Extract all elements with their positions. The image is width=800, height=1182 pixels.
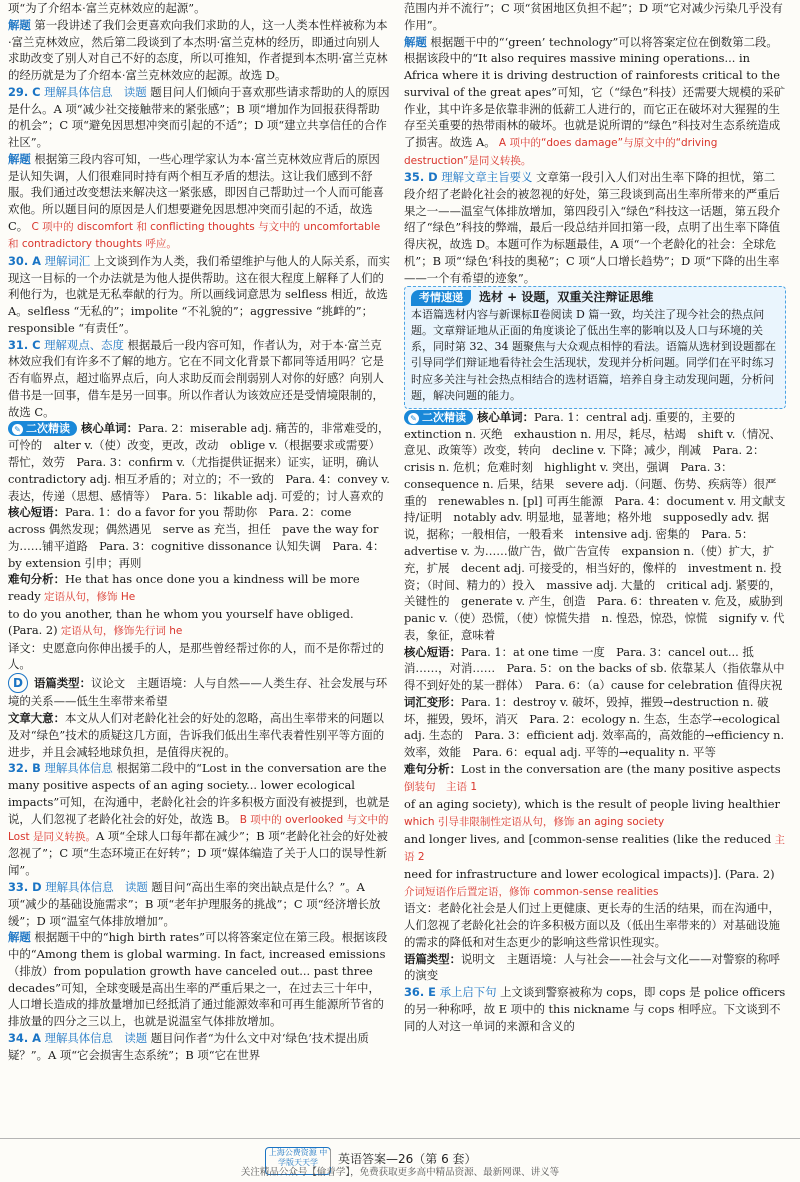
section-label: 核心单词： [81,421,138,436]
section-label: 核心短语： [404,644,461,659]
body-text-2: 本题可作为标题最佳，A 项“一个老龄化的社会：全球危机”；B 项“‘绿色’科技的奥秘”；C 项“人口增长趋势”；D 项“下降的出生率——一个有希望的迹象”。 [404,237,780,285]
passage-letter: D [8,673,28,693]
text-block [404,866,786,901]
question-number: 34. A [8,1030,41,1045]
body-text: 议论文 主题语境：人与自然——人类生存、社会发展与环境的关系——低生生率带来希望 [8,676,388,709]
body-text: 根据题干中的“‘green’ technology”可以将答案定位在倒数第二段。根据该段中的“It also requires massive mining operations... in Africa where it is driving destruction of rainforests critical to the survival of the great apes”可知，它（“绿色”科技）还需要大规模的采矿作业，其中许多是依靠非洲的低薪工人进行的，而它正在破坏对大猩猩的生存至关重要的热带雨林的破坏。也就是说所谓的“绿色”科技对生态系统造成了损害。故选 A。 [404,34,786,150]
solution-label: 解题 [8,17,31,32]
body-text: Para. 2：miserable adj. 痛苦的，非常难受的，可怜的 alter v.（使）改变，更改，改动 oblige v.（根据要求或需要）帮忙，效劳 Para. 3：confirm v.（尤指提供证据来）证实，证明，确认 contradictory adj. 相互矛盾的；对立的；不一致的 Para. 4：convey v. 表达，传递（思想、感情等） Para. 5：likable adj. 可爱的；讨人喜欢的 [8,421,391,503]
section-label: 语篇类型： [34,676,91,691]
annotation: 定语从句，修饰 He [40,591,136,604]
text-block [404,796,786,831]
left-column [8,0,390,1135]
text-block [8,504,390,571]
annotation: C 项中的 discomfort 和 conflicting thoughts 与文中的 uncomfortable 和 contradictory thoughts 呼应。 [8,220,381,251]
body-text: and longer lives, and [common-sense realities (like the reduced [404,831,772,846]
text-block [8,929,390,1030]
body-text: 题目问“高出生率的突出缺点是什么？”。A 项“减少的基础设施需求”；B 项“老年护理服务的挑战”；C 项“经济增长放缓”；D 项“温室气体排放增加”。 [8,879,381,928]
body-text: 本文从人们对老龄化社会的好处的忽略，高出生率带来的问题以及对“绿色”技术的质疑这几方面，告诉我们低出生率代表着性别平等方面的进步，并且会减轻地球负担，是值得庆祝的。 [8,711,385,759]
right-column [404,0,795,1135]
body-text: 根据第三段内容可知，一些心理学家认为本·富兰克林效应背后的原因是认知失调，人们很难同时持有两个相互矛盾的想法。这让我们感到不舒服。我们通过改变想法来解决这一紧张感，即因自己帮助过一个人而可能喜欢他。所以题目问的原因是人们想要避免因思想冲突而引起的不适，故选 C。 [8,151,384,233]
question-type: 理解具体信息 读题 [45,879,148,894]
box-header [411,289,779,307]
body-text: 语文：老龄化社会是人们过上更健康、更长寿的生活的结果，而在沟通中，人们忽视了老龄化社会的许多积极方面以及（低出生率带来的）对基础设施的需求的降低和对生态更少的影响这些常识性现实。 [404,901,780,949]
body-text: 项“为了介绍本·富兰克林效应的起源”。 [8,1,206,15]
text-block [404,951,786,985]
text-block [8,151,390,253]
section-label: 难句分析： [8,572,65,587]
body-text: 根据第二段中的“Lost in the conversation are the many positive aspects of an aging society... lower ecological impacts”可知，在沟通中，老龄化社会的许多积极方面没有被提到，也就是说，人们忽视了老龄化社会的好处，故选 B。 [8,761,390,826]
annotation: 主语 2 [404,833,786,864]
body-text: Para. 1：do a favor for you 帮助你 Para. 2：come across 偶然发现；偶然遇见 serve as 充当，担任 pave the way for 为……铺平道路 Para. 3：cognitive dissonance 认知失调 Para. 4：by extension 引申；再则 [8,505,385,570]
text-block [8,760,390,879]
body-text: Para. 1：central adj. 重要的，主要的 extinction n. 灭绝 exhaustion n. 用尽，耗尽，枯竭 shift v.（情况、意见、政策等）改变，转向 decline v. 下降；减少，削减 Para. 2：crisis n. 危机；危难时刻 highlight v. 突出，强调 Para. 3：consequence n. 后果，结果 severe adj.（问题、伤势、疾病等）很严重的 renewables n. [pl] 可再生能源 Para. 4：document v. 用文献支持/证明 notably adv. 明显地，显著地；格外地 supposedly adv. 据说，据称；一般相信，一般看来 intensive adj. 密集的 Para. 5：advertise v. 为……做广告，做广告宣传 expansion n.（使）扩大，扩充，扩展 decent adj. 可接受的，相当好的，像样的 investment n. 投资；（时间、精力的）投入 massive adj. 大量的 critical adj. 紧要的，关键性的 generate v. 产生，创造 Para. 6：threaten v. 危及，威胁到 panic v.（使）恐慌，（使）惊慌失措 n. 惶恐，惊恐，惊慌 signify v. 代表，象征，意味着 [404,409,795,642]
badge-label: 二次精读 [26,422,70,436]
annotation: 倒装句 主语 1 [404,781,478,794]
section-label: 语篇类型： [404,951,461,966]
text-block [8,879,390,929]
section-label: 文章大意： [8,711,65,726]
text-block [8,606,390,640]
body-text: 题目问人们倾向于喜欢那些请求帮助的人的原因是什么。A 项“减少社交接触带来的紧张感”；B 项“增加作为回报获得帮助的机会”；C 项“避免因思想冲突而引起的不适”；D 项“建立共享信任的合作社区”。 [8,84,390,150]
text-block [404,0,786,34]
body-text: 上文谈到作为人类，我们希望维护与他人的人际关系，而实现这一目标的一个办法就是为他人提供帮助。这在很大程度上解释了人们的利他行为，也就是无私奉献的行为。所以画线词意思为 selfless 相近，故选 A。selfless “无私的”；impolite “不礼貌的”；aggressive “挑衅的”；responsible “有责任”。 [8,253,390,335]
body-text: of an aging society), which is the result of people living healthier [404,796,780,811]
body-text: 文章第一段引入人们对出生率下降的担忧，第二段介绍了老龄化社会的被忽视的好处，第三段谈到高出生率所带来的严重后果之一——温室气体排放增加，第四段引入“绿色”科技这一话题，第五段介绍了“绿色”科技的弊端，最后一段总结并回扣第一段，点明了出生率下降值得庆祝，故选 D。 [404,169,781,252]
footer-note: 关注精品公众号【偷着学】，免费获取更多高中精品资源、最新网课、讲义等 [240,1167,560,1178]
question-type: 理解词汇 [44,253,91,268]
question-number: 29. C [8,84,41,99]
text-block [8,0,390,17]
text-block [8,84,390,151]
reread-badge [8,421,77,436]
text-block [8,253,390,337]
exam-insight-box [404,286,786,409]
text-block [404,169,786,286]
solution-label: 解题 [8,930,31,945]
footer-title: 英语答案—26（第 6 套） [338,1152,477,1166]
question-number: 31. C [8,337,41,352]
box-title-tag: 考情速递 [411,290,471,306]
text-block [404,644,786,694]
annotation: 定语从句，修饰先行词 he [57,625,183,638]
text-block [404,34,786,169]
body-text: Lost in the conversation are (the many positive aspects [460,761,781,776]
question-type: 理解观点、态度 [44,337,124,352]
section-label: 核心单词： [477,409,534,424]
box-headline: 选材 + 设题，双重关注辩证思维 [479,290,654,305]
body-text: need for infrastructure and lower ecological impacts)]. (Para. 2) [404,866,775,881]
text-block [8,337,390,421]
text-block [8,571,390,605]
question-type: 理解具体信息 读题 [44,84,147,99]
book-icon: ✎ [408,413,419,424]
footer-logo: 上海公费资源 中学版天天学 [265,1147,331,1175]
box-body: 本语篇选材内容与新课标Ⅱ卷阅读 D 篇一致，均关注了现今社会的热点问题。文章辩证地从正面的角度谈论了低出生率的影响以及人口与环境的关系，同时第 32、34 题聚焦与大众观点相悖的看法。语篇从选材到设题都在引导同学们辩证地看待社会生活现状，发现并分析问题。同学们在平时练习时应多关注与社会热点相结合的选材语篇，培养自身主动发现问题，分析问题，解决问题的能力。 [411,307,776,402]
reread-badge [404,410,473,425]
text-block [404,900,786,950]
question-number: 36. E [404,985,436,1000]
text-block [404,984,786,1034]
annotation: B 项中的 overlooked 与文中的 Lost 是同义转换。 [8,813,389,844]
question-number: 30. A [8,253,41,268]
section-label: 核心短语： [8,505,65,520]
body-text: Para. 1：destroy v. 破坏，毁掉，摧毁→destruction n. 破坏，摧毁，毁坏，消灭 Para. 2：ecology n. 生态，生态学→ecological adj. 生态的 Para. 3：efficient adj. 效率高的，高效能的→efficiency n. 效率，效能 Para. 6：equal adj. 平等的→equality n. 平等 [404,694,785,760]
text-block [8,640,390,674]
question-number: 32. B [8,761,41,776]
solution-label: 解题 [404,34,427,49]
annotation: which 引导非限制性定语从句，修饰 an aging society [404,816,665,829]
badge-label: 二次精读 [422,410,466,424]
question-type: 理解文章主旨要义 [441,169,533,184]
question-number: 33. D [8,879,42,894]
question-type: 承上启下句 [439,985,497,1000]
body-text: 说明文 主题语境：人与社会——社会与文化——对警察的称呼的演变 [404,951,780,983]
text-block [8,710,390,760]
annotation: A 项中的“does damage”与原文中的“driving destruction”是同义转换。 [404,137,718,167]
body-text: 根据最后一段内容可知，作者认为，对于本·富兰克林效应我们有许多不了解的地方。它在不同文化背景下都同等适用吗？它是否有临界点，超过临界点后，向人求助反而会削弱别人对你的好感？向别人借书是一回事，借车是另一回事。所以作者认为该效应还是受情境限制的，故选 C。 [8,337,384,419]
question-type: 理解具体信息 读题 [44,1030,148,1045]
text-block [8,673,390,710]
text-block [404,409,795,644]
body-text: 第一段讲述了我们会更喜欢向我们求助的人，这一人类本性样被称为本·富兰克林效应，然后第二段谈到了本杰明·富兰克林的经历，即通过向别人求助改变了别人对自己不好的态度，所以可推知，作者提到本杰明·富兰克林的经历就是为了介绍本·富兰克林效应的起源。故选 D。 [8,17,388,83]
text-block [8,1030,390,1064]
text-block [404,831,786,866]
text-block [404,761,786,796]
section-label: 词汇变形： [404,694,461,709]
body-text: 根据题干中的“high birth rates”可以将答案定位在第三段。根据该段中的“Among them is global warming. In fact, increased emissions（排放）from population growth have canceled out... past three decades”可知，全球变暖是高出生率的严重后果之一，在过去三十年中，人口增长造成的排放量增加已经抵消了通过能源效率和可再生能源所节省的排放量的四分之三以上，也就是说温室气体排放增加。 [8,930,388,1029]
body-text: 译文：史愿意向你伸出援手的人，是那些曾经帮过你的人，而不是你帮过的人。 [8,640,384,672]
body-text: 范围内并不流行”；C 项“贫困地区负担不起”；D 项“它对减少污染几乎没有作用”。 [404,1,783,32]
body-text: Para. 1：at one time 一度 Para. 3：cancel out... 抵消……，对消…… Para. 5：on the backs of sb. 依靠某人（指依靠从中得不到好处的某一群体） Para. 6：（a）cause for celebration 值得庆祝 [404,644,785,693]
question-number: 35. D [404,169,438,184]
text-block [404,694,786,761]
page-footer [0,1138,800,1182]
body-text: 题目问作者“为什么文中对‘绿色’技术提出质疑？”。A 项“它会损害生态系统”；B 项“它在世界 [8,1030,369,1062]
solution-label: 解题 [8,151,31,166]
book-icon: ✎ [12,424,23,435]
question-type: 理解具体信息 [44,761,113,776]
annotation: 介词短语作后置定语，修饰 common-sense realities [404,885,659,898]
section-label: 难句分析： [404,761,461,776]
body-text: 上文谈到警察被称为 cops，即 cops 是 police officers 的另一种称呼，故 E 项中的 this nickname 与 cops 相呼应。下文谈到不同的人对这一单词的来源和含义的 [404,985,786,1033]
text-block [8,17,390,84]
body-text-2: A 项“全球人口每年都在减少”；B 项“老龄化社会的好处被忽视了”；C 项“生态环境正在好转”；D 项“媒体编造了关于人口的误导性新闻”。 [8,829,388,878]
body-text: He that has once done you a kindness will be more ready [8,572,360,604]
text-block [8,420,390,504]
body-text: to do you another, than he whom you yourself have obliged. (Para. 2) [8,606,354,638]
